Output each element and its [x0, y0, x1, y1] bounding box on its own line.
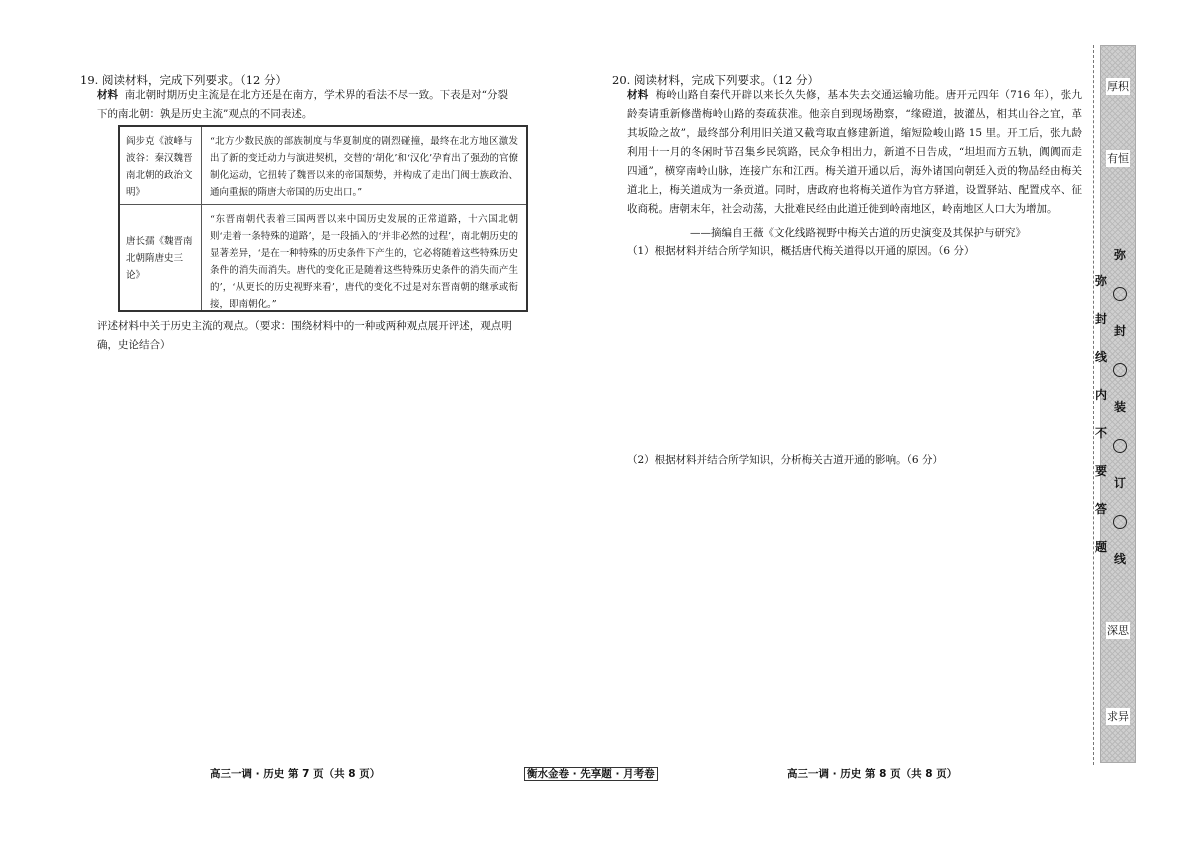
material-text: 梅岭山路自秦代开辟以来长久失修，基本失去交通运输功能。唐开元四年（716 年），张九龄奏请重新修凿梅岭山路的奏疏获准。他亲自到现场勘察，“缘磴道，披灌丛，相其山谷之宜，革其坂险之故”，最终部分利用旧关道又截弯取直修建新道，缩短险峻山路 15 里。开工后，张九龄利用十一月的冬闲时节召集乡民筑路，民众争相出力，新道不日告成，“坦坦而方五轨，阗阗而走四通”，横穿南岭山脉，连接广东和江西。梅关道开通以后，海外诸国向朝廷入贡的物品经由梅关道北上，梅关道成为一条贡道。同时，唐政府也将梅关道作为官方驿道，设置驿站、配置戍卒、征收商税。唐朝末年，社会动荡，大批难民经由此道迁徙到岭南地区，岭南地区人口大为增加。	[627, 89, 1082, 215]
material-label: 材料	[627, 89, 649, 101]
question-20-material	[627, 86, 1082, 219]
center-footer-box: 衡水金卷 · 先享题 · 月考卷	[524, 767, 658, 781]
left-page-footer: 高三一调 · 历史 第 7 页（共 8 页）	[210, 768, 381, 780]
table-row	[120, 205, 526, 310]
seal-circle-icon	[1112, 350, 1128, 388]
seal-circle-icon	[1112, 502, 1128, 540]
question-19-task	[97, 317, 557, 355]
material-source: ——摘编自王薇《文化线路视野中梅关古道的历史演变及其保护与研究》	[690, 227, 1026, 239]
material-label: 材料	[97, 89, 118, 101]
strip-label: 厚积	[1107, 80, 1129, 93]
seal-char: 弥	[1113, 248, 1126, 262]
seal-circle-icon	[1112, 274, 1128, 312]
sub-question-2: （2）根据材料并结合所学知识，分析梅关古道开通的影响。（6 分）	[627, 454, 943, 466]
table-text-cell: “北方少数民族的部族制度与华夏制度的剧烈碰撞，最终在北方地区激发出了新的变迁动力与演进契机，交替的‘胡化’和‘汉化’孕育出了强劲的官僚制化运动，它扭转了魏晋以来的帝国颓势，并构成了走出门阀士族政治、通向重振的隋唐大帝国的历史出口。”	[210, 136, 518, 198]
seal-char: 弥	[1094, 274, 1107, 288]
seal-char: 线	[1113, 552, 1126, 566]
question-19-material	[97, 86, 552, 124]
table-text-cell: “东晋南朝代表着三国两晋以来中国历史发展的正常道路，十六国北朝则‘走着一条特殊的道路’，是一段插入的‘并非必然的过程’，南北朝历史的显著差异，‘是在一种特殊的历史条件下产生的，它必将随着这些特殊历史条件的消失而消失。唐代的变化正是随着这些特殊历史条件的消失而产生的’，‘从更长的历史视野来看’，唐代的变化不过是对东晋南朝的继承或衔接，即南朝化。”	[210, 214, 518, 310]
sub-question-1: （1）根据材料并结合所学知识，概括唐代梅关道得以开通的原因。（6 分）	[627, 245, 975, 257]
center-footer	[524, 766, 658, 781]
task-line-1: 评述材料中关于历史主流的观点。（要求：围绕材料中的一种或两种观点展开评述，观点明	[97, 320, 512, 332]
seal-char: 订	[1113, 476, 1126, 490]
question-20-title: 20. 阅读材料，完成下列要求。（12 分）	[612, 73, 819, 87]
seal-line-inner	[1093, 262, 1109, 566]
material-line-2: 下的南北朝：孰是历史主流”观点的不同表述。	[97, 108, 313, 120]
task-line-2: 确，史论结合）	[97, 339, 171, 351]
seal-char: 封	[1094, 312, 1107, 326]
question-19-title: 19. 阅读材料，完成下列要求。（12 分）	[80, 73, 287, 87]
seal-char: 内	[1094, 388, 1107, 402]
seal-char: 线	[1094, 350, 1107, 364]
seal-char: 要	[1094, 464, 1107, 478]
seal-char: 答	[1094, 502, 1107, 516]
table-row	[120, 127, 526, 205]
strip-label: 有恒	[1107, 152, 1129, 165]
strip-label: 求异	[1107, 710, 1129, 723]
material-line-1: 南北朝时期历史主流是在北方还是在南方，学术界的看法不尽一致。下表是对“分裂	[124, 89, 509, 101]
right-page-footer: 高三一调 · 历史 第 8 页（共 8 页）	[787, 768, 958, 780]
seal-circle-icon	[1112, 426, 1128, 464]
viewpoint-table	[118, 125, 528, 312]
seal-char: 题	[1094, 540, 1107, 554]
table-source-cell: 阎步克《波峰与波谷：秦汉魏晋南北朝的政治文明》	[120, 127, 202, 204]
table-source-cell: 唐长孺《魏晋南北朝隋唐史三论》	[120, 205, 202, 310]
seal-char: 封	[1113, 324, 1126, 338]
seal-line-outer	[1112, 236, 1128, 578]
seal-char: 不	[1094, 426, 1107, 440]
seal-char: 装	[1113, 400, 1126, 414]
strip-label: 深思	[1107, 624, 1129, 637]
